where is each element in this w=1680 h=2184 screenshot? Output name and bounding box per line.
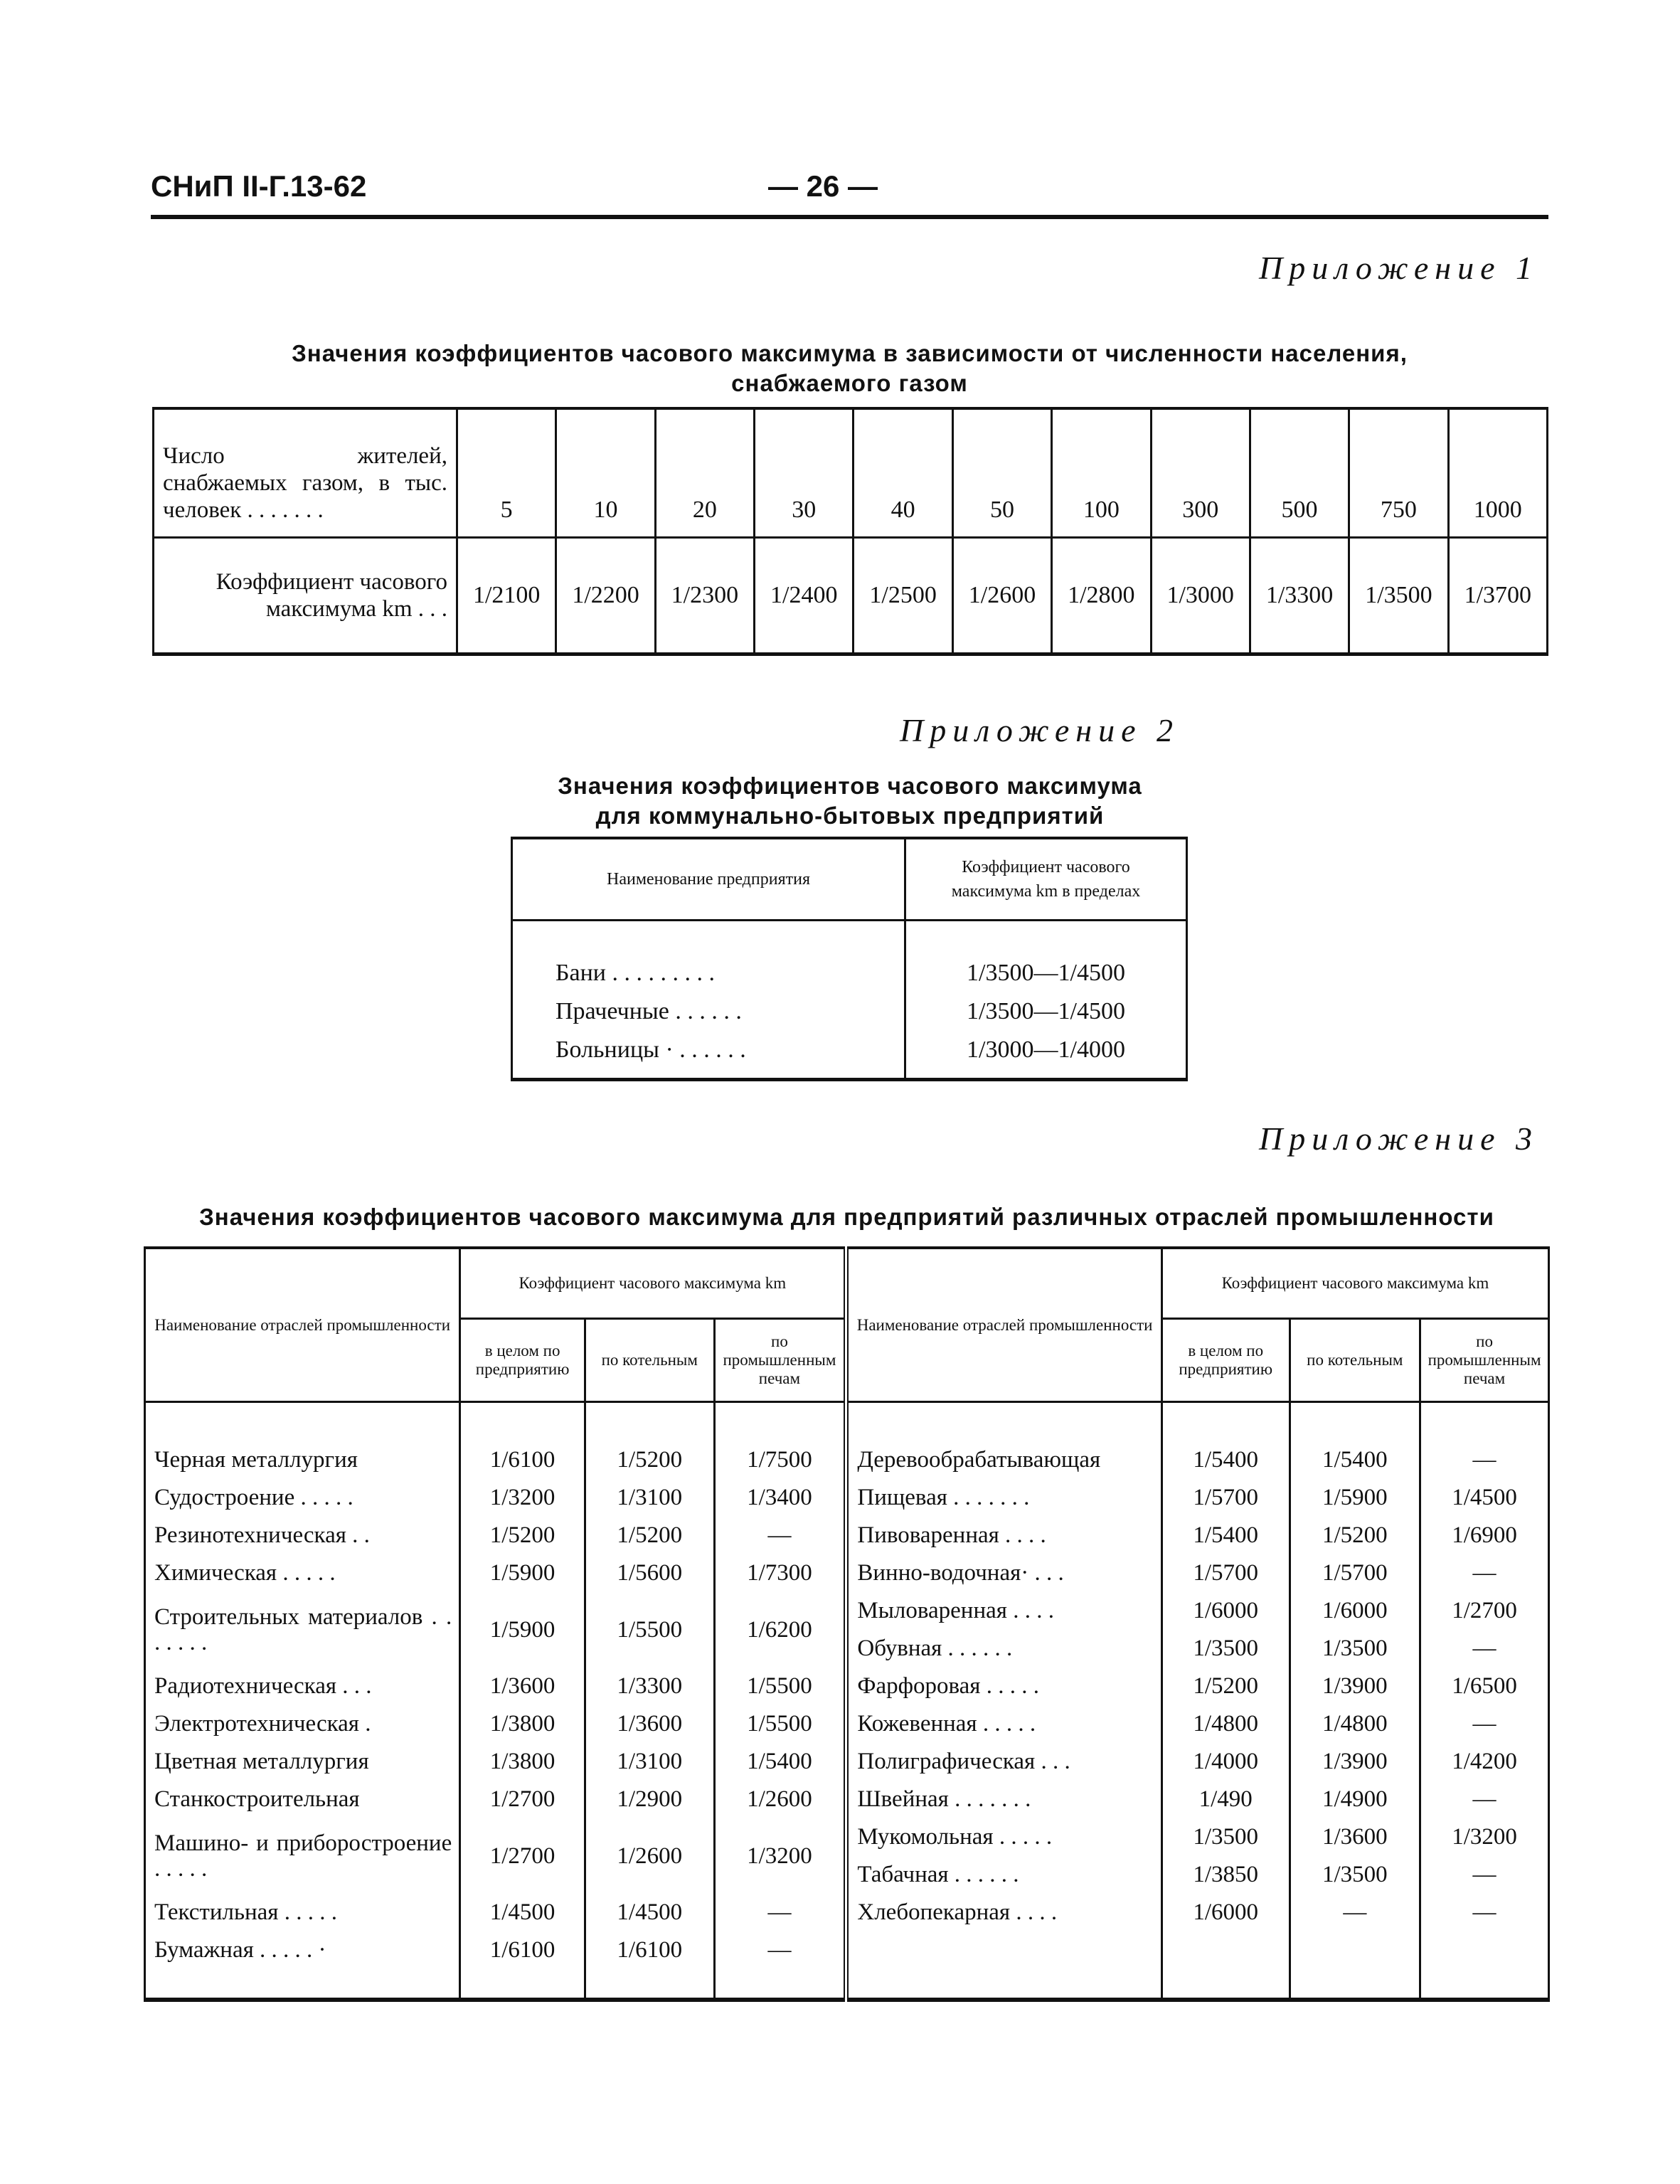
industry-name: Полиграфическая . . .: [846, 1743, 1161, 1781]
boiler-value: 1/3900: [1290, 1743, 1420, 1781]
appendix-1-table: [152, 407, 1548, 656]
industry-name: Черная металлургия: [145, 1441, 460, 1479]
whole-enterprise-value: 1/2700: [460, 1781, 585, 1818]
header-rule: [151, 215, 1548, 219]
boiler-value: 1/2900: [585, 1781, 714, 1818]
boiler-value: 1/5400: [1290, 1441, 1420, 1479]
appendix-1-title-line1: Значения коэффициентов часового максимума в зависимости от численности населения,: [292, 340, 1408, 366]
industry-name: Деревообрабатывающая: [846, 1441, 1161, 1479]
whole-enterprise-value: 1/6100: [460, 1441, 585, 1479]
appendix-3-table: [144, 1246, 1550, 2002]
boiler-value: 1/3900: [1290, 1668, 1420, 1705]
boiler-value: 1/5200: [585, 1517, 714, 1554]
page-number: — 26 —: [768, 169, 878, 203]
table-row: [145, 1743, 1549, 1781]
whole-enterprise-value: 1/3200: [460, 1479, 585, 1517]
population-cell: 500: [1250, 408, 1349, 538]
coefficient-cell: 1/2500: [854, 538, 952, 654]
coefficient-range-header: [905, 838, 1187, 921]
appendix-3-label: Приложение 3: [1259, 1120, 1539, 1157]
furnace-value: —: [714, 1894, 846, 1931]
boiler-value: —: [1290, 1894, 1420, 1931]
boiler-value: 1/5500: [585, 1592, 714, 1668]
coefficient-cell: 1/2200: [556, 538, 655, 654]
furnace-value: 1/7300: [714, 1554, 846, 1592]
industry-name-line: Табачная . . . . . .: [857, 1862, 1019, 1887]
industry-name: [846, 1592, 1161, 1668]
furnace-header: по промышленным печам: [1420, 1319, 1549, 1402]
boiler-value: 1/4500: [585, 1894, 714, 1931]
value-line: 1/6000: [1322, 1598, 1388, 1623]
table-row: [512, 992, 1187, 1031]
boiler-value: 1/5900: [1290, 1479, 1420, 1517]
industry-name-header: Наименование отраслей промышленности: [145, 1248, 460, 1402]
table-row: [145, 1668, 1549, 1705]
furnace-value: [1420, 1818, 1549, 1894]
boiler-value: 1/3300: [585, 1668, 714, 1705]
whole-enterprise-header: в целом по предприятию: [460, 1319, 585, 1402]
population-cell: 1000: [1448, 408, 1547, 538]
industry-name: Резинотехническая . .: [145, 1517, 460, 1554]
value-line: —: [1472, 1862, 1496, 1887]
industry-name: Станкостроительная: [145, 1781, 460, 1818]
enterprise-name: Больницы · . . . . . .: [512, 1031, 905, 1080]
furnace-value: 1/5500: [714, 1705, 846, 1743]
whole-enterprise-value: 1/5400: [1161, 1441, 1290, 1479]
appendix-2-title: [498, 771, 1202, 831]
whole-enterprise-value: 1/5200: [1161, 1668, 1290, 1705]
furnace-value: 1/4200: [1420, 1743, 1549, 1781]
population-cell: 10: [556, 408, 655, 538]
boiler-value: [1290, 1592, 1420, 1668]
furnace-header: по промышленным печам: [714, 1319, 846, 1402]
population-cell: 30: [755, 408, 854, 538]
industry-name-line: Мыловаренная . . . .: [857, 1598, 1054, 1623]
coefficient-group-header: Коэффициент часового максимума km: [460, 1248, 846, 1319]
table-row: [145, 1592, 1549, 1668]
appendix-3-title: Значения коэффициентов часового максимума для предприятий различных отраслей промышленности: [199, 1204, 1494, 1230]
industry-name: Текстильная . . . . .: [145, 1894, 460, 1931]
whole-enterprise-value: 1/3800: [460, 1705, 585, 1743]
boiler-value: 1/5200: [585, 1441, 714, 1479]
whole-enterprise-value: 1/5900: [460, 1554, 585, 1592]
coefficient-cell: 1/2400: [755, 538, 854, 654]
table-row: [145, 1441, 1549, 1479]
furnace-value: 1/6200: [714, 1592, 846, 1668]
table-header-row: [145, 1248, 1549, 1319]
industry-name: Бумажная . . . . . ·: [145, 1931, 460, 1969]
industry-name: Кожевенная . . . . .: [846, 1705, 1161, 1743]
coefficient-row: [154, 538, 1548, 654]
boiler-value: 1/4900: [1290, 1781, 1420, 1818]
coefficient-cell: 1/3300: [1250, 538, 1349, 654]
furnace-value: —: [1420, 1554, 1549, 1592]
whole-enterprise-value: 1/6100: [460, 1931, 585, 1969]
appendix-2-label: Приложение 2: [900, 712, 1180, 748]
coefficient-cell: 1/2600: [952, 538, 1051, 654]
industry-name: Швейная . . . . . . .: [846, 1781, 1161, 1818]
table-row: [145, 1931, 1549, 1969]
industry-name-header: Наименование отраслей промышленности: [846, 1248, 1161, 1402]
value-line: 1/3500: [1322, 1862, 1388, 1887]
coefficient-cell: 1/3700: [1448, 538, 1547, 654]
coefficient-range: 1/3000—1/4000: [905, 1031, 1187, 1080]
furnace-value: —: [1420, 1441, 1549, 1479]
boiler-value: 1/4800: [1290, 1705, 1420, 1743]
furnace-value: 1/6500: [1420, 1668, 1549, 1705]
whole-enterprise-value: 1/5900: [460, 1592, 585, 1668]
boiler-value: 1/5600: [585, 1554, 714, 1592]
value-line: 1/3200: [1452, 1824, 1517, 1850]
whole-enterprise-value: 1/5700: [1161, 1479, 1290, 1517]
boiler-header: по котельным: [585, 1319, 714, 1402]
whole-enterprise-value: 1/6000: [1161, 1894, 1290, 1931]
industry-name: Хлебопекарная . . . .: [846, 1894, 1161, 1931]
industry-name: Судостроение . . . . .: [145, 1479, 460, 1517]
table-row: [512, 921, 1187, 993]
furnace-value: 1/5500: [714, 1668, 846, 1705]
coefficient-range-header-line1: Коэффициент часового: [962, 858, 1130, 876]
value-line: 1/2700: [1452, 1598, 1517, 1623]
whole-enterprise-value: 1/4500: [460, 1894, 585, 1931]
industry-name: Пивоваренная . . . .: [846, 1517, 1161, 1554]
industry-name-line: Мукомольная . . . . .: [857, 1824, 1053, 1850]
enterprise-name: Прачечные . . . . . .: [512, 992, 905, 1031]
appendix-1-title-line2: снабжаемого газом: [731, 370, 968, 396]
industry-name: Строительных материалов . . . . . . .: [145, 1592, 460, 1668]
whole-enterprise-value: 1/5200: [460, 1517, 585, 1554]
value-line: 1/3500: [1322, 1636, 1388, 1661]
furnace-value: 1/7500: [714, 1441, 846, 1479]
boiler-value: 1/5200: [1290, 1517, 1420, 1554]
coefficient-label: Коэффициент часового максимума km . . .: [154, 538, 457, 654]
table-row: [145, 1781, 1549, 1818]
furnace-value: —: [1420, 1781, 1549, 1818]
value-line: 1/6000: [1193, 1598, 1259, 1623]
table-header-row: [512, 838, 1187, 921]
industry-name: Винно-водочная· . . .: [846, 1554, 1161, 1592]
coefficient-cell: 1/2300: [655, 538, 754, 654]
boiler-value: 1/5700: [1290, 1554, 1420, 1592]
coefficient-cell: 1/2800: [1052, 538, 1151, 654]
table-row: [145, 1894, 1549, 1931]
boiler-value: 1/3100: [585, 1479, 714, 1517]
industry-name: Цветная металлургия: [145, 1743, 460, 1781]
table-row: [145, 1818, 1549, 1894]
table-row: [145, 1517, 1549, 1554]
value-line: 1/3500: [1193, 1636, 1259, 1661]
boiler-value: 1/3600: [585, 1705, 714, 1743]
appendix-2-title-line2: для коммунально-бытовых предприятий: [595, 802, 1105, 829]
appendix-1-title: [151, 339, 1548, 398]
table-spacer-row: [145, 1402, 1549, 1442]
industry-name-line: Обувная . . . . . .: [857, 1636, 1013, 1661]
table-row: [145, 1479, 1549, 1517]
industry-name: Пищевая . . . . . . .: [846, 1479, 1161, 1517]
furnace-value: —: [1420, 1705, 1549, 1743]
population-cell: 750: [1349, 408, 1448, 538]
furnace-value: 1/5400: [714, 1743, 846, 1781]
population-cell: 20: [655, 408, 754, 538]
furnace-value: —: [1420, 1894, 1549, 1931]
population-label: Число жителей, снабжаемых газом, в тыс. человек . . . . . . .: [154, 408, 457, 538]
document-code: СНиП II-Г.13-62: [151, 169, 367, 203]
coefficient-cell: 1/3000: [1151, 538, 1250, 654]
industry-name: Радиотехническая . . .: [145, 1668, 460, 1705]
furnace-value: 1/2600: [714, 1781, 846, 1818]
boiler-value: 1/6100: [585, 1931, 714, 1969]
appendix-2-title-line1: Значения коэффициентов часового максимума: [558, 773, 1142, 799]
table-row: [145, 1554, 1549, 1592]
coefficient-group-header: Коэффициент часового максимума km: [1161, 1248, 1548, 1319]
boiler-value: 1/2600: [585, 1818, 714, 1894]
value-line: 1/3850: [1193, 1862, 1259, 1887]
whole-enterprise-value: [1161, 1818, 1290, 1894]
whole-enterprise-value: 1/490: [1161, 1781, 1290, 1818]
appendix-1-label: Приложение 1: [1259, 250, 1539, 286]
furnace-value: 1/6900: [1420, 1517, 1549, 1554]
boiler-value: [1290, 1818, 1420, 1894]
furnace-value: —: [714, 1517, 846, 1554]
whole-enterprise-value: 1/3600: [460, 1668, 585, 1705]
coefficient-cell: 1/3500: [1349, 538, 1448, 654]
industry-name: [846, 1818, 1161, 1894]
value-line: 1/3500: [1193, 1824, 1259, 1850]
table-spacer-row: [145, 1969, 1549, 2000]
value-line: —: [1472, 1636, 1496, 1661]
whole-enterprise-value: 1/2700: [460, 1818, 585, 1894]
furnace-value: 1/4500: [1420, 1479, 1549, 1517]
enterprise-name: Бани . . . . . . . . .: [512, 921, 905, 993]
table-row: [145, 1705, 1549, 1743]
industry-name: Электротехническая .: [145, 1705, 460, 1743]
industry-name: Фарфоровая . . . . .: [846, 1668, 1161, 1705]
population-cell: 50: [952, 408, 1051, 538]
enterprise-name-header: Наименование предприятия: [512, 838, 905, 921]
population-row: [154, 408, 1548, 538]
furnace-value: [1420, 1592, 1549, 1668]
furnace-value: —: [714, 1931, 846, 1969]
table-row: [512, 1031, 1187, 1080]
population-cell: 5: [457, 408, 556, 538]
whole-enterprise-value: 1/5700: [1161, 1554, 1290, 1592]
furnace-value: 1/3400: [714, 1479, 846, 1517]
population-cell: 40: [854, 408, 952, 538]
whole-enterprise-value: 1/4800: [1161, 1705, 1290, 1743]
coefficient-range-header-line2: максимума km в пределах: [951, 882, 1141, 901]
coefficient-range: 1/3500—1/4500: [905, 992, 1187, 1031]
value-line: 1/3600: [1322, 1824, 1388, 1850]
whole-enterprise-header: в целом по предприятию: [1161, 1319, 1290, 1402]
population-cell: 100: [1052, 408, 1151, 538]
whole-enterprise-value: 1/5400: [1161, 1517, 1290, 1554]
whole-enterprise-value: [1161, 1592, 1290, 1668]
industry-name: Машино- и приборостроение . . . . .: [145, 1818, 460, 1894]
industry-name: Химическая . . . . .: [145, 1554, 460, 1592]
boiler-value: 1/3100: [585, 1743, 714, 1781]
whole-enterprise-value: 1/4000: [1161, 1743, 1290, 1781]
whole-enterprise-value: 1/3800: [460, 1743, 585, 1781]
boiler-header: по котельным: [1290, 1319, 1420, 1402]
population-cell: 300: [1151, 408, 1250, 538]
appendix-2-table: [511, 837, 1188, 1081]
coefficient-range: 1/3500—1/4500: [905, 921, 1187, 993]
coefficient-cell: 1/2100: [457, 538, 556, 654]
furnace-value: 1/3200: [714, 1818, 846, 1894]
